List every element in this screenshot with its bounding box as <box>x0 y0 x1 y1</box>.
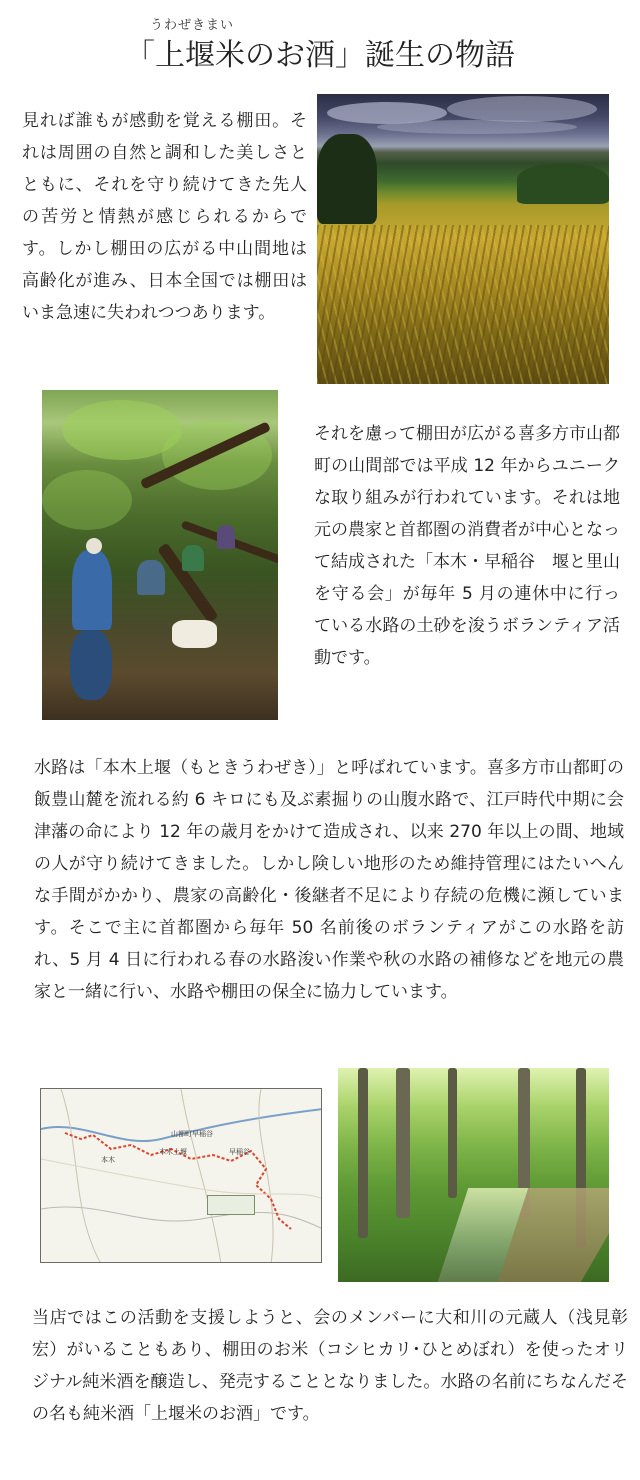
map-legend-box <box>207 1195 255 1215</box>
title-ruby: うわぜきまい <box>150 18 235 33</box>
map-label-1: 本木上堰 <box>159 1148 187 1156</box>
product-paragraph: 当店ではこの活動を支援しようと、会のメンバーに大和川の元蔵人（浅見彰宏）がいることもあり、棚田のお米（コシヒカリ･ひとめぼれ）を使ったオリジナル純米酒を醸造し、発売することとなりました。水路の名前にちなんだその名も純米酒「上堰米のお酒」です。 <box>32 1308 628 1424</box>
map-label-0: 山都町早稲谷 <box>171 1130 213 1138</box>
map-label-2: 本木 <box>101 1156 115 1164</box>
map-label-3: 早稲谷 <box>229 1148 250 1156</box>
page-title: 「上堰米のお酒」誕生の物語 <box>125 38 515 73</box>
map-lines <box>41 1089 322 1263</box>
waterway-paragraph: 水路は「本木上堰（もときうわぜき）」と呼ばれています。喜多方市山都町の飯豊山麓を流れる約 6 キロにも及ぶ素掘りの山腹水路で、江戸時代中期に会津藩の命により 12 年の歳月をかけて造成され、以来 270 年以上の間、地域の人が守り続けてきました。しかし険しい地形のため維持管理にはたいへんな手間がかかり、農家の高齢化・後継者不足により存続の危機に瀕しています。そこで主に首都圏から毎年 50 名前後のボランティアがこの水路を訪れ、5 月 4 日に行われる春の水路浚い作業や秋の水路の補修などを地元の農家と一緒に行い、水路や棚田の保全に協力しています。 <box>34 758 624 1002</box>
volunteers-photo <box>42 390 278 720</box>
rice-terrace-photo <box>317 94 609 384</box>
waterway-map <box>40 1088 322 1263</box>
forest-canal-photo <box>338 1068 609 1282</box>
intro-paragraph: 見れば誰もが感動を覚える棚田。それは周囲の自然と調和した美しさとともに、それを守り続けてきた先人の苦労と情熱が感じられるからです。しかし棚田の広がる中山間地は高齢化が進み、日本全国では棚田はいま急速に失われつつあります。 <box>22 111 307 323</box>
activity-paragraph: それを慮って棚田が広がる喜多方市山都町の山間部では平成 12 年からユニークな取り組みが行われています。それは地元の農家と首都圏の消費者が中心となって結成された「本木・早稲谷 堰と里山を守る会」が毎年 5 月の連休中に行っている水路の土砂を浚うボランティア活動です。 <box>314 424 620 668</box>
